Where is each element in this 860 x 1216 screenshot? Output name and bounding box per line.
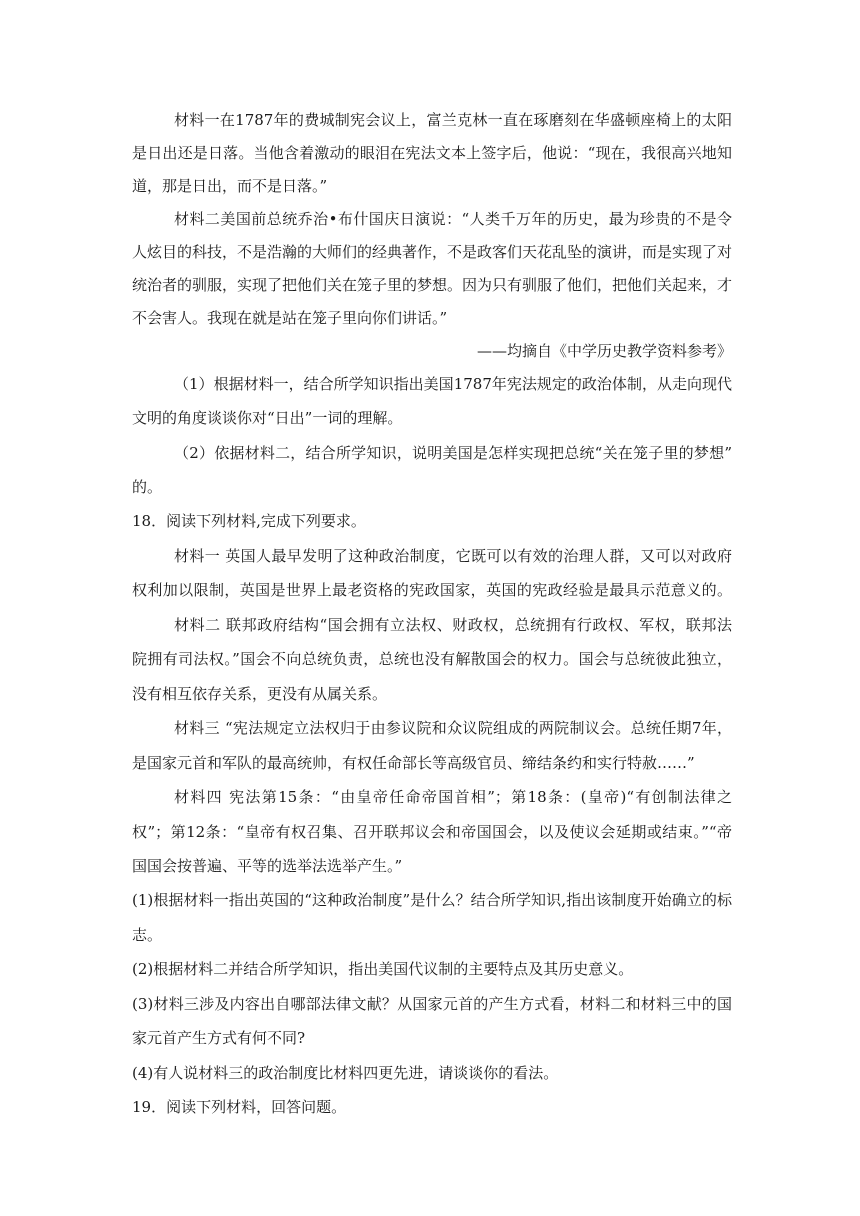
q18-material-4-line-2: 权”；第12条：“皇帝有权召集、召开联邦议会和帝国国会，以及使议会延期或结束。”“帝 xyxy=(132,823,732,841)
question-1-line-1: （1）根据材料一，结合所学知识指出美国1787年宪法规定的政治体制，从走向现代 xyxy=(174,375,732,393)
material-2-line-4: 不会害人。我现在就是站在笼子里向你们讲话。” xyxy=(132,309,448,327)
question-2-line-2: 的。 xyxy=(132,478,163,496)
material-1-line-2: 是日出还是日落。当他含着激动的眼泪在宪法文本上签字后，他说：“现在，我很高兴地知 xyxy=(132,144,732,162)
material-1-line-3: 道，那是日出，而不是日落。” xyxy=(132,177,328,195)
q18-material-1-line-2: 权利加以限制，英国是世界上最老资格的宪政国家，英国的宪政经验是最具示范意义的。 xyxy=(132,581,732,599)
material-1-line-1: 材料一在1787年的费城制宪会议上，富兰克林一直在琢磨刻在华盛顿座椅上的太阳 xyxy=(174,111,732,129)
question-1-line-2: 文明的角度谈谈你对“日出”一词的理解。 xyxy=(132,409,403,427)
q18-material-3-line-1: 材料三 “宪法规定立法权归于由参议院和众议院组成的两院制议会。总统任期7年， xyxy=(174,719,732,737)
q18-sub-2: (2)根据材料二并结合所学知识，指出美国代议制的主要特点及其历史意义。 xyxy=(132,960,634,978)
material-2-line-1: 材料二美国前总统乔治•布什国庆日演说：“人类千万年的历史，最为珍贵的不是令 xyxy=(174,210,732,228)
q18-sub-3-line-2: 家元首产生方式有何不同? xyxy=(132,1029,306,1047)
q18-material-3-line-2: 是国家元首和军队的最高统帅，有权任命部长等高级官员、缔结条约和实行特赦……” xyxy=(132,754,695,772)
q18-sub-1-line-1: (1)根据材料一指出英国的“这种政治制度”是什么？结合所学知识,指出该制度开始确立的标 xyxy=(132,891,732,909)
question-19-heading: 19．阅读下列材料，回答问题。 xyxy=(132,1098,347,1116)
q18-material-4-line-3: 国国会按普遍、平等的选举法选举产生。” xyxy=(132,857,403,875)
q18-sub-4: (4)有人说材料三的政治制度比材料四更先进，请谈谈你的看法。 xyxy=(132,1064,559,1082)
question-2-line-1: （2）依据材料二，结合所学知识，说明美国是怎样实现把总统“关在笼子里的梦想” xyxy=(174,444,732,462)
q18-material-1-line-1: 材料一 英国人最早发明了这种政治制度，它既可以有效的治理人群，又可以对政府 xyxy=(174,547,732,565)
question-18-heading: 18．阅读下列材料,完成下列要求。 xyxy=(132,512,366,530)
q18-material-4-line-1: 材料四 宪法第15条：“由皇帝任命帝国首相”；第18条：(皇帝)“有创制法律之 xyxy=(174,788,732,806)
q18-material-2-line-2: 院拥有司法权。”国会不向总统负责，总统也没有解散国会的权力。国会与总统彼此独立， xyxy=(132,650,732,668)
material-2-line-3: 统治者的驯服，实现了把他们关在笼子里的梦想。因为只有驯服了他们，把他们关起来，才 xyxy=(132,276,732,294)
source-citation: ——均摘自《中学历史教学资料参考》 xyxy=(476,342,732,360)
q18-material-2-line-3: 没有相互依存关系，更没有从属关系。 xyxy=(132,685,388,703)
q18-sub-3-line-1: (3)材料三涉及内容出自哪部法律文献？从国家元首的产生方式看，材料二和材料三中的国 xyxy=(132,995,732,1013)
q18-material-2-line-1: 材料二 联邦政府结构“国会拥有立法权、财政权，总统拥有行政权、军权，联邦法 xyxy=(174,616,732,634)
q18-sub-1-line-2: 志。 xyxy=(132,926,163,944)
material-2-line-2: 人炫目的科技，不是浩瀚的大师们的经典著作，不是政客们天花乱坠的演讲，而是实现了对 xyxy=(132,243,732,261)
